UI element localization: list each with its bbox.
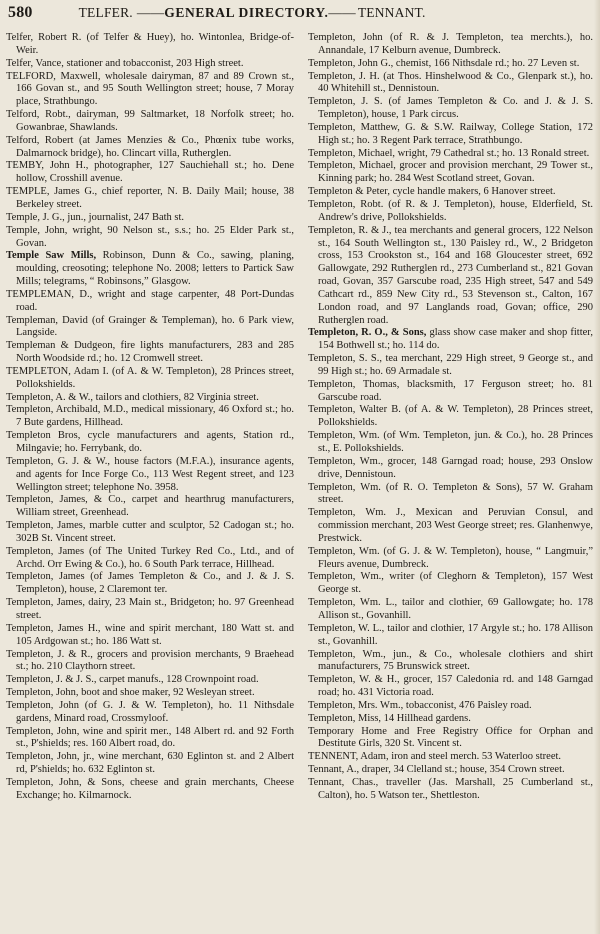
directory-entry: Templeton, James (of James Templeton & Co., and J. & J. S. Templeton), house, 2 Claremont ter. bbox=[6, 571, 294, 596]
page-edge-shadow bbox=[594, 0, 600, 934]
directory-entry: TEMPLEMAN, D., wright and stage carpenter, 48 Port-Dundas road. bbox=[6, 288, 294, 313]
right-column bbox=[308, 32, 593, 803]
directory-entry: Templeton, Wm. (of Wm. Templeton, jun. & Co.), ho. 28 Princes st., E. Pollokshields. bbox=[308, 430, 593, 454]
directory-entry: Templeton, James H., wine and spirit merchant, 180 Watt st. and 105 Ardgowan st.; ho. 186 Watt st. bbox=[6, 622, 294, 647]
directory-entry: Templeton, John, wine and spirit mer., 148 Albert rd. and 92 Forth st., P'shields; res. 160 Albert road, do. bbox=[6, 725, 294, 750]
directory-entry: Templeman & Dudgeon, fire lights manufacturers, 283 and 285 North Woodside rd.; ho. 12 Cromwell street. bbox=[6, 340, 294, 365]
directory-entry: Templeton, J. & R., grocers and provision merchants, 9 Braehead st.; ho. 210 Claythorn street. bbox=[6, 648, 294, 673]
directory-entry: Telford, Robert (at James Menzies & Co., Phœnix tube works, Dalmarnock bridge), ho. Clincart villa, Rutherglen. bbox=[6, 134, 294, 159]
directory-entry: TELFORD, Maxwell, wholesale dairyman, 87 and 89 Crown st., 166 Govan st., and 95 South Wellington street; house, 7 Moray place, Strathbungo. bbox=[6, 70, 294, 108]
directory-entry: Templeton, W. & H., grocer, 157 Caledonia rd. and 148 Garngad road; ho. 431 Victoria road. bbox=[308, 674, 593, 699]
directory-entry: Templeton, John (of G. J. & W. Templeton), ho. 11 Nithsdale gardens, Minard road, Crossmyloof. bbox=[6, 699, 294, 724]
directory-entry: Templeton, Walter B. (of A. & W. Templeton), 28 Princes street, Pollokshields. bbox=[308, 404, 593, 429]
directory-entry: Templeton, J. H. (at Thos. Hinshelwood & Co., Glenpark st.), ho. 40 Whitehill st., Dennistoun. bbox=[308, 70, 593, 95]
directory-entry: Templeton, G. J. & W., house factors (M.F.A.), insurance agents, and agents for Ince Forge Co., 113 West Regent street, and 123 Wellington street; telephone No. 3958. bbox=[6, 455, 294, 493]
directory-entry: Templeton, James, dairy, 23 Main st., Bridgeton; ho. 97 Greenhead street. bbox=[6, 597, 294, 621]
directory-entry: Templeman, David (of Grainger & Templeman), ho. 6 Park view, Langside. bbox=[6, 314, 294, 339]
directory-entry: Templeton, James, marble cutter and sculptor, 52 Cadogan st.; ho. 302B St. Vincent street. bbox=[6, 520, 294, 544]
directory-entry: Templeton, Wm. (of G. J. & W. Templeton), house, “ Langmuir,” Fleurs avenue, Dumbreck. bbox=[308, 545, 593, 570]
directory-entry: TENNENT, Adam, iron and steel merch. 53 Waterloo street. bbox=[308, 751, 562, 763]
directory-entry: TEMPLE, James G., chief reporter, N. B. Daily Mail; house, 38 Berkeley street. bbox=[6, 186, 294, 210]
directory-entry: Templeton, James (of The United Turkey Red Co., Ltd., and of Archd. Orr Ewing & Co.), ho. 6 South Park terrace, Hillhead. bbox=[6, 545, 294, 570]
directory-entry: Templeton, John, boot and shoe maker, 92 Wesleyan street. bbox=[6, 687, 255, 699]
directory-entry: Templeton, John, jr., wine merchant, 630 Eglinton st. and 2 Albert rd, P'shields; ho. 632 Eglinton st. bbox=[6, 751, 294, 776]
directory-entry: Templeton, Michael, wright, 79 Cathedral st.; ho. 13 Ronald street. bbox=[308, 147, 590, 159]
directory-entry: TEMPLETON, Adam I. (of A. & W. Templeton), 28 Princes street, Pollokshields. bbox=[6, 365, 294, 390]
directory-entry: Telfer, Robert R. (of Telfer & Huey), ho. Wintonlea, Bridge-of-Weir. bbox=[6, 32, 294, 56]
header-right-word: TENNANT. bbox=[357, 5, 426, 20]
directory-entry: Tennant, A., draper, 34 Clelland st.; house, 354 Crown street. bbox=[308, 764, 565, 776]
directory-entry: Templeton, Miss, 14 Hillhead gardens. bbox=[308, 712, 471, 724]
header-title: GENERAL DIRECTORY. bbox=[164, 5, 329, 20]
page-header bbox=[8, 4, 584, 26]
directory-entry: Templeton, Thomas, blacksmith, 17 Ferguson street; ho. 81 Garscube road. bbox=[308, 378, 593, 403]
directory-entry: Temple Saw Mills, Robinson, Dunn & Co., sawing, planing, moulding, creosoting; telephone No. 2008; letters to Partick Saw Mills; telegrams, “ Robinsons,” Glasgow. bbox=[6, 250, 294, 288]
directory-entry: Templeton, Wm., writer (of Cleghorn & Templeton), 157 West George st. bbox=[308, 571, 593, 596]
header-dash-left: —— bbox=[136, 5, 165, 20]
directory-entry: Templeton, R. O., & Sons, glass show case maker and shop fitter, 154 Bothwell st.; ho. 114 do. bbox=[308, 327, 593, 352]
directory-entry: Templeton, R. & J., tea merchants and general grocers, 122 Nelson st., 164 South Wellington st., 130 Paisley rd., W., 2 Bridgeton cross, 153 Crookston st., 164 and 168 Gloucester street, 692 Gallowgate, 292 Rutherglen rd., 273 Cumberland st., 821 Govan road, Govan, 357 Garscube road, 235 High street, 547 and 549 Cathcart rd., 859 New City rd., 53 Stevenson st., Calton, 167 London road, and 97 Langlands road, Govan; office, 290 Rutherglen road. bbox=[308, 224, 593, 326]
directory-entry: Templeton, Matthew, G. & S.W. Railway, College Station, 172 High st.; ho. 3 Regent Park terrace, Strathbungo. bbox=[308, 121, 593, 146]
header-dash-right: —— bbox=[328, 5, 356, 20]
directory-entry: Templeton, Robt. (of R. & J. Templeton), house, Elderfield, St. Andrew's drive, Pollokshields. bbox=[308, 198, 593, 223]
directory-entry: Templeton, John (of R. & J. Templeton, tea merchts.), ho. Annandale, 17 Kelburn avenue, Dumbreck. bbox=[308, 32, 593, 56]
directory-entry: Templeton, J. & J. S., carpet manufs., 128 Crownpoint road. bbox=[6, 674, 259, 686]
header-left-word: TELFER. bbox=[78, 5, 133, 20]
directory-entry: Temple, John, wright, 90 Nelson st., s.s.; ho. 25 Elder Park st., Govan. bbox=[6, 224, 294, 249]
directory-entry: Templeton, A. & W., tailors and clothiers, 82 Virginia street. bbox=[6, 391, 259, 403]
directory-entry: Telford, Robt., dairyman, 99 Saltmarket, 18 Norfolk street; ho. Gowanbrae, Shawlands. bbox=[6, 109, 294, 133]
directory-entry: Templeton, James, & Co., carpet and hearthrug manufacturers, William street, Greenhead. bbox=[6, 494, 294, 519]
directory-entry: Templeton, Wm. J., Mexican and Peruvian Consul, and commission merchant, 203 West George street; res. Glanhenwye, Prestwick. bbox=[308, 507, 593, 544]
directory-entry: Templeton, S. S., tea merchant, 229 High street, 9 George st., and 99 High st.; ho. 69 Armadale st. bbox=[308, 353, 593, 377]
directory-entry: Templeton, John G., chemist, 166 Nithsdale rd.; ho. 27 Leven st. bbox=[308, 57, 580, 69]
directory-entry: Templeton, Michael, grocer and provision merchant, 29 Tower st., Kinning park; ho. 284 West Scotland street, Govan. bbox=[308, 160, 593, 185]
directory-entry: Temple, J. G., jun., journalist, 247 Bath st. bbox=[6, 211, 185, 223]
directory-entry: Telfer, Vance, stationer and tobacconist, 203 High street. bbox=[6, 57, 244, 69]
directory-entry: Templeton, Wm., grocer, 148 Garngad road; house, 293 Onslow drive, Dennistoun. bbox=[308, 455, 593, 480]
directory-entry: Templeton, Wm. L., tailor and clothier, 69 Gallowgate; ho. 178 Allison st., Govanhill. bbox=[308, 597, 593, 621]
directory-entry: Tennant, Chas., traveller (Jas. Marshall, 25 Cumberland st., Calton), ho. 5 Watson ter., Shettleston. bbox=[308, 776, 593, 801]
directory-entry: Templeton, Archibald, M.D., medical missionary, 46 Oxford st.; ho. 7 Bute gardens, Hillhead. bbox=[6, 404, 294, 429]
directory-entry: Templeton, John, & Sons, cheese and grain merchants, Cheese Exchange; ho. Kilmarnock. bbox=[6, 776, 294, 801]
directory-entry: Templeton, J. S. (of James Templeton & Co. and J. & J. S. Templeton), house, 1 Park circus. bbox=[308, 96, 593, 121]
directory-entry: Templeton, Mrs. Wm., tobacconist, 476 Paisley road. bbox=[308, 699, 532, 711]
directory-entry: Temporary Home and Free Registry Office for Orphan and Destitute Girls, 320 St. Vincent st. bbox=[308, 725, 593, 750]
directory-entry: Templeton & Peter, cycle handle makers, 6 Hanover street. bbox=[308, 186, 556, 198]
directory-entry: Templeton Bros, cycle manufacturers and agents, Station rd., Milngavie; ho. Ferrybank, do. bbox=[6, 430, 294, 454]
page-number: 580 bbox=[8, 4, 33, 21]
left-column bbox=[6, 32, 294, 803]
directory-entry: TEMBY, John H., photographer, 127 Sauchiehall st.; ho. Dene hollow, Crosshill avenue. bbox=[6, 160, 294, 185]
directory-entry: Templeton, W. L., tailor and clothier, 17 Argyle st.; ho. 178 Allison st., Govanhill. bbox=[308, 622, 593, 647]
directory-entry: Templeton, Wm. (of R. O. Templeton & Sons), 57 W. Graham street. bbox=[308, 481, 593, 506]
directory-entry: Templeton, Wm., jun., & Co., wholesale clothiers and shirt manufacturers, 75 Brunswick street. bbox=[308, 648, 593, 673]
